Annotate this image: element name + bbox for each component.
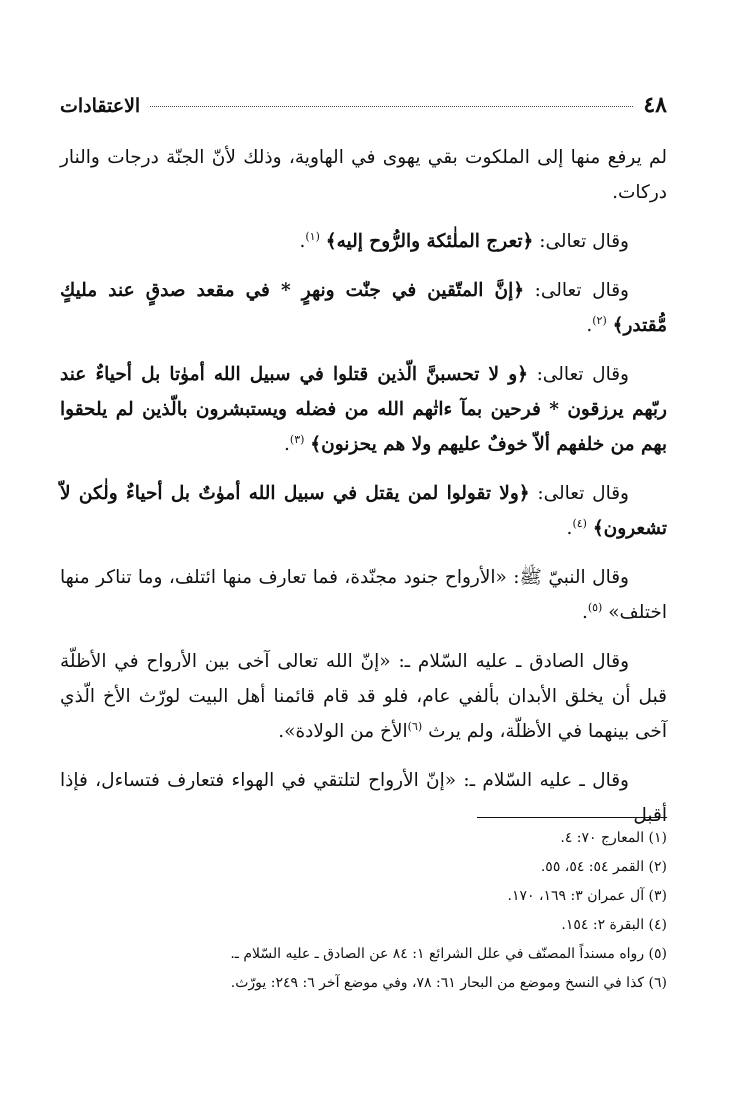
- page-number: ٤٨: [643, 92, 667, 118]
- footnote-6: (٦) كذا في النسخ وموضع من البحار ٦١: ٧٨، وفي موضع آخر ٦: ٢٤٩: يورّث.: [230, 975, 667, 991]
- paragraph-2: [60, 224, 667, 259]
- paragraph-7: [60, 644, 667, 749]
- paragraph-6-intro: وقال النبيّ ﷺ:: [506, 567, 629, 588]
- paragraph-3-intro: وقال تعالى:: [524, 280, 629, 301]
- footnote-5: (٥) رواه مسنداً المصنّف في علل الشرائع ١: ٨٤ عن الصادق ـ عليه السّلام ـ.: [230, 946, 667, 962]
- paragraph-7-intro: وقال الصادق ـ عليه السّلام ـ:: [390, 651, 629, 672]
- footnote-ref-1: (١): [305, 229, 320, 243]
- hadith-2-end: الأخ من الولادة»: [284, 721, 408, 742]
- footnote-ref-4: (٤): [572, 516, 587, 530]
- quran-verse-1: ﴿تعرج الملٰئكة والرُّوح إليه﴾: [325, 231, 534, 252]
- footnote-2: (٢) القمر ٥٤: ٥٤، ٥٥.: [540, 859, 667, 875]
- footnotes: [60, 824, 667, 998]
- paragraph-3-end: .: [586, 315, 593, 336]
- paragraph-8-intro: وقال ـ عليه السّلام ـ:: [456, 770, 629, 791]
- footnote-3: (٣) آل عمران ٣: ١٦٩، ١٧٠.: [507, 888, 667, 904]
- paragraph-5-end: .: [566, 518, 573, 539]
- main-text: [60, 140, 667, 833]
- footnote-ref-6: (٦): [407, 719, 423, 733]
- paragraph-2-end: .: [299, 231, 306, 252]
- footnote-ref-2: (٢): [592, 313, 607, 327]
- book-page: [60, 92, 667, 1032]
- paragraph-7-end: .: [278, 721, 285, 742]
- paragraph-5: [60, 476, 667, 546]
- footnote-4: (٤) البقرة ٢: ١٥٤.: [561, 917, 667, 933]
- paragraph-2-intro: وقال تعالى:: [533, 231, 629, 252]
- footnote-ref-3: (٣): [289, 432, 305, 446]
- quran-verse-2: ﴿إنَّ المتّقين في جنّٰت ونهرٍ * في مقعد صدقٍ عند مليكٍ مُّقتدر﴾: [60, 280, 667, 336]
- paragraph-4-intro: وقال تعالى:: [528, 364, 629, 385]
- quran-verse-3: ﴿و لا تحسبنَّ الّذين قتلوا في سبيل الله أموٰتا بل أحياءٌ عند ربّهم يرزقون * فرحين بمآ ءاتٰهم الله من فضله ويستبشرون بالّذين لم يلحقوا بهم من خلفهم ألاّ خوفٌ عليهم ولا هم يحزنون﴾: [60, 364, 667, 455]
- footnote-separator: [477, 817, 667, 818]
- paragraph-6-end: .: [581, 602, 588, 623]
- paragraph-4: [60, 357, 667, 462]
- hadith-2: «إنّ الله تعالى آخى بين الأرواح في الأظلّة قبل أن يخلق الأبدان بألفي عام، فلو قد قام قائمنا أهل البيت لورّث الأخ الّذي آخى بينهما في الأظلّة، ولم يرث: [60, 651, 667, 742]
- quran-verse-4: ﴿ولا تقولوا لمن يقتل في سبيل الله أموٰتٌ بل أحياءٌ ولٰكن لاّ تشعرون﴾: [60, 483, 667, 539]
- paragraph-6: [60, 560, 667, 630]
- paragraph-1-text: لم يرفع منها إلى الملكوت بقي يهوى في الهاوية، وذلك لأنّ الجنّة درجات والنار دركات.: [60, 147, 667, 203]
- footnote-ref-5: (٥): [587, 600, 603, 614]
- paragraph-3: [60, 273, 667, 343]
- paragraph-4-end: .: [284, 434, 290, 455]
- running-head: [60, 92, 667, 126]
- section-title: الاعتقادات: [60, 95, 141, 117]
- hadith-3: «إنّ الأرواح لتلتقي في الهواء فتعارف فتساءل، فإذا أقبل: [60, 770, 667, 826]
- paragraph-1: [60, 140, 667, 210]
- leader-dots: [150, 106, 633, 107]
- footnote-1: (١) المعارج ٧٠: ٤.: [560, 830, 667, 846]
- paragraph-8: [60, 763, 667, 833]
- hadith-1: «الأرواح جنود مجنّدة، فما تعارف منها ائتلف، وما تناكر منها اختلف»: [60, 567, 667, 623]
- paragraph-5-intro: وقال تعالى:: [529, 483, 629, 504]
